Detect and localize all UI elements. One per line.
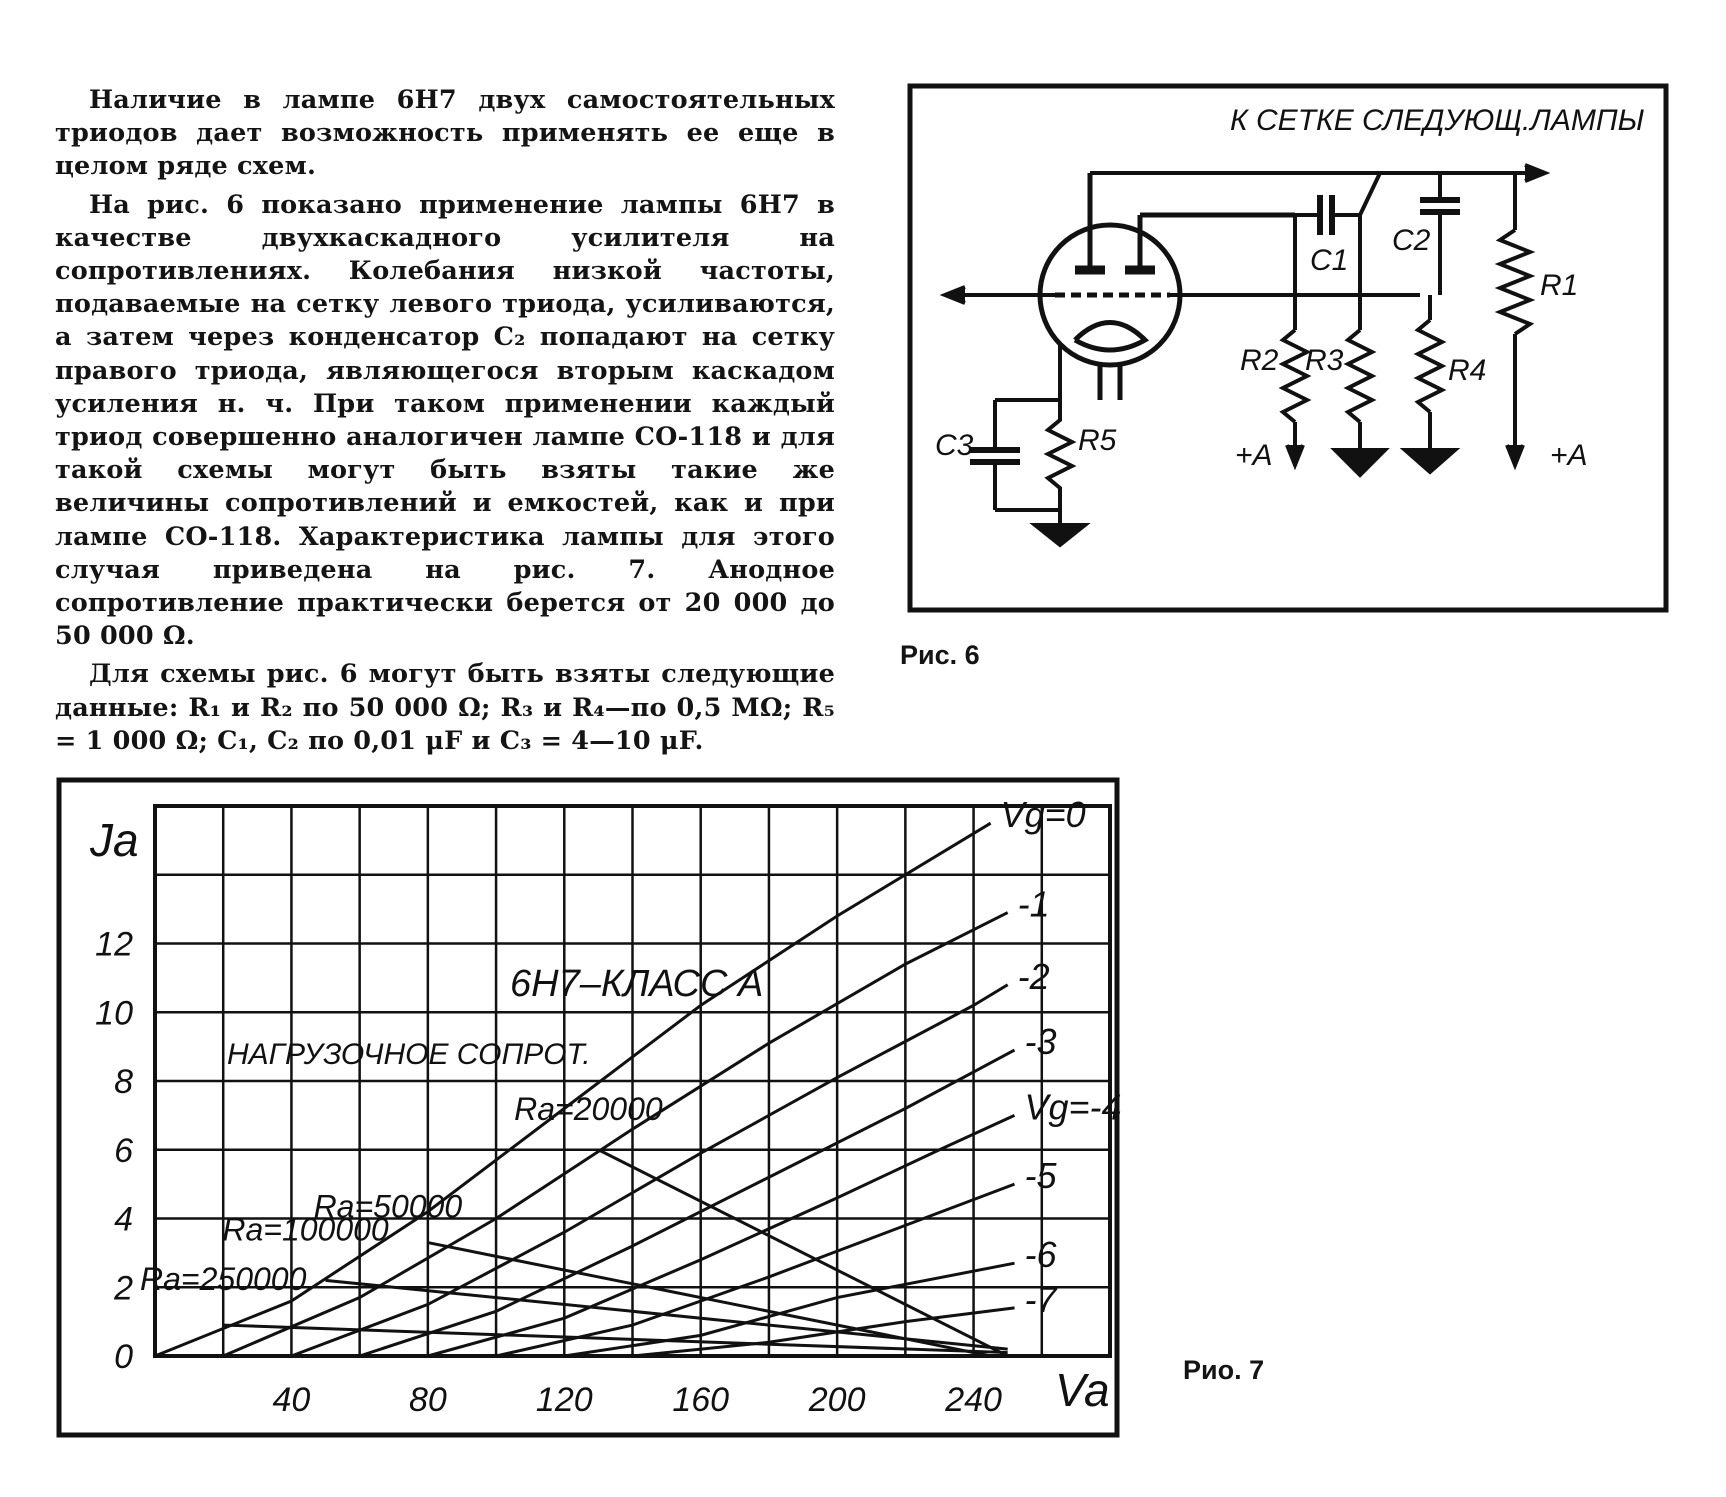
- load-line: [598, 1150, 1007, 1356]
- y-axis-label: Ja: [90, 814, 139, 866]
- load-line-label: Ra=20000: [514, 1090, 663, 1127]
- series-label: Vg=0: [1000, 794, 1086, 836]
- series-label: -5: [1024, 1155, 1057, 1197]
- load-line-label: Ra=250000: [140, 1261, 307, 1298]
- series-label: Vg=-4: [1024, 1086, 1122, 1128]
- resistor-r1: [1500, 173, 1530, 465]
- load-line-label: Ra=50000: [313, 1188, 463, 1225]
- x-tick-label: 80: [408, 1381, 447, 1419]
- series-label: -7: [1024, 1278, 1057, 1320]
- resistor-r3: [1335, 295, 1385, 475]
- label-r5: R5: [1078, 424, 1117, 457]
- label-r4: R4: [1448, 354, 1487, 387]
- label-c1: C1: [1310, 244, 1349, 277]
- paragraph-1: Наличие в лампе 6Н7 двух самостоятельных триодов дает возможность применять ее еще в целом ряде схем.: [55, 85, 835, 182]
- y-tick-label: 4: [114, 1200, 133, 1239]
- y-tick-label: 6: [114, 1131, 133, 1170]
- x-tick-label: 240: [945, 1381, 1002, 1419]
- fig6-caption: Рис. 6: [900, 640, 980, 670]
- series-line: [496, 1184, 1014, 1356]
- x-axis-label: Va: [1055, 1364, 1110, 1416]
- y-tick-label: 8: [114, 1063, 133, 1101]
- label-r2: R2: [1240, 344, 1279, 377]
- series-label: -2: [1017, 955, 1050, 997]
- x-tick-label: 200: [808, 1381, 866, 1419]
- paragraph-2: На рис. 6 показано применение лампы 6Н7 в качестве двухкаскадного усилителя на сопротивлениях. Колебания низкой частоты, подаваемые на сетку левого триода, усиливаются, а затем через конденсатор C₂ попадают на сетку правого триода, являющегося вторым каскадом усиления н. ч. При таком применении каждый триод совершенно аналогичен лампе СО-118 и для такой схемы могут быть взяты такие же величины сопротивлений и емкостей, как и при лампе СО-118. Характеристика лампы для этого случая приведена на рис. 7. Анодное сопротивление практически берется от 20 000 до 50 000 Ω.: [55, 189, 835, 652]
- x-tick-label: 120: [535, 1381, 593, 1419]
- article-text: [55, 84, 835, 763]
- chart-title: 6Н7–КЛАСС А: [510, 963, 764, 1005]
- x-tick-label: 160: [672, 1381, 730, 1419]
- paragraph-3: Для схемы рис. 6 могут быть взяты следующие данные: R₁ и R₂ по 50 000 Ω; R₃ и R₄—по 0,5 MΩ; R₅ = 1 000 Ω; C₁, C₂ по 0,01 μF и C₃ = 4—10 μF.: [55, 659, 835, 756]
- load-caption: НАГРУЗОЧНОЕ СОПРОТ.: [227, 1038, 591, 1071]
- label-c3: C3: [935, 429, 974, 462]
- label-r1: R1: [1540, 269, 1579, 302]
- series-label: -6: [1024, 1234, 1057, 1276]
- fig6-frame: [910, 86, 1666, 610]
- x-tick-label: 40: [272, 1381, 311, 1419]
- y-tick-label: 12: [95, 925, 133, 964]
- y-tick-label: 2: [114, 1269, 133, 1308]
- label-r3: R3: [1305, 344, 1344, 377]
- series-label: -3: [1024, 1021, 1057, 1063]
- fig7-chart: [55, 776, 1125, 1441]
- label-plus-a-right: +A: [1550, 439, 1588, 472]
- label-plus-a-left: +A: [1235, 439, 1273, 472]
- label-c2: C2: [1392, 224, 1431, 257]
- y-tick-label: 10: [95, 994, 133, 1033]
- load-line-label: Ra=100000: [222, 1211, 389, 1248]
- fig7-caption: Рио. 7: [1183, 1355, 1265, 1385]
- resistor-r2: [1283, 295, 1307, 465]
- fig6-schematic: [900, 80, 1680, 620]
- cathode-network: [970, 345, 1085, 545]
- series-label: -1: [1017, 883, 1050, 925]
- output-arrow: [1090, 165, 1545, 181]
- fig6-top-label: К СЕТКЕ СЛЕДУЮЩ.ЛАМПЫ: [1230, 104, 1645, 137]
- y-tick-label: 0: [114, 1338, 133, 1376]
